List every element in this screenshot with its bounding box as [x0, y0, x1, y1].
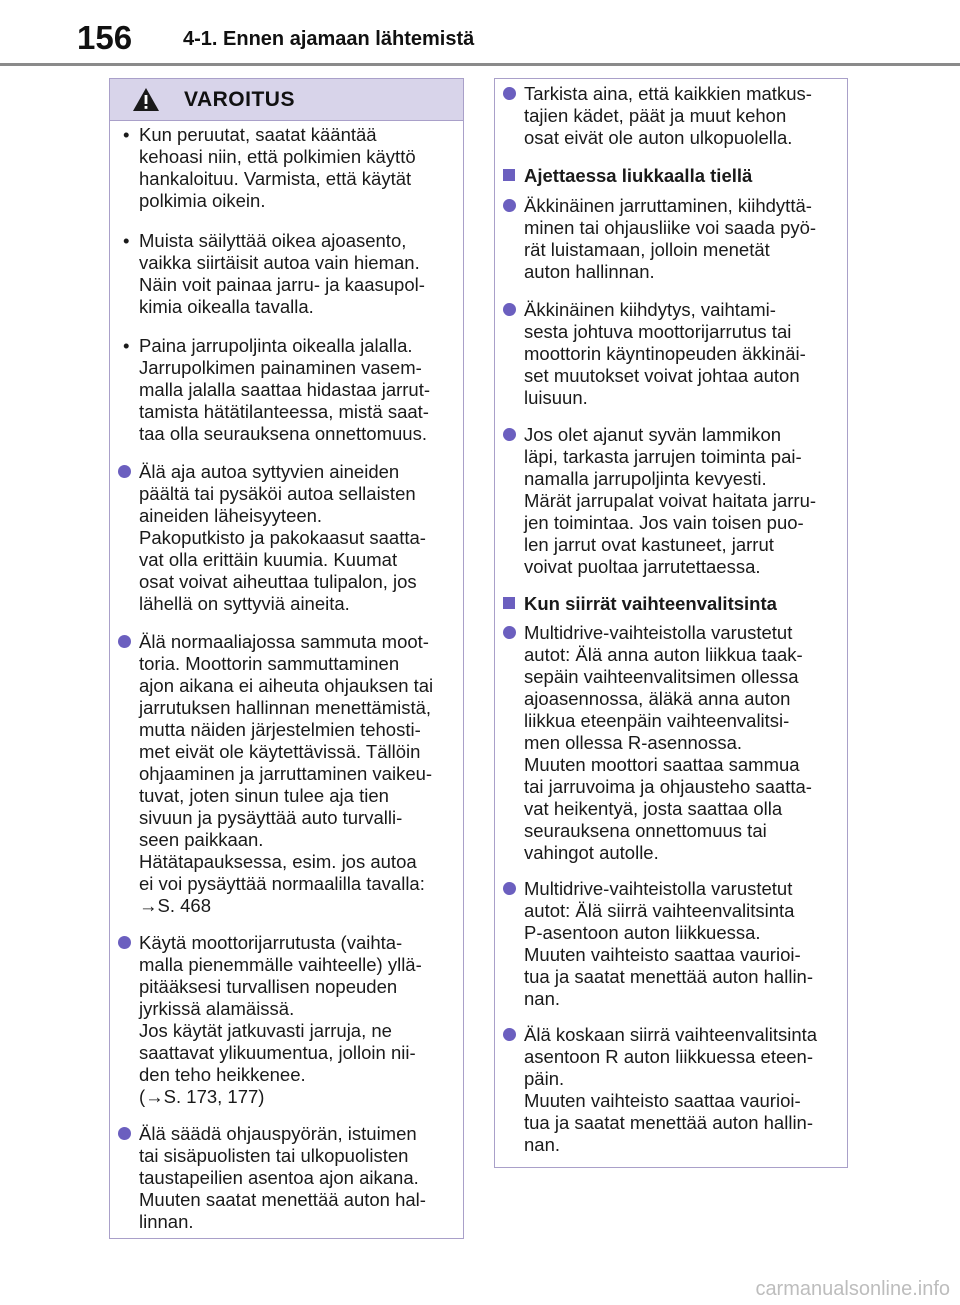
- item-text: Älä säädä ohjauspyörän, istuimen tai sisäpuolisten tai ulkopuolisten taustapeilien asentoa ajon aikana. Muuten saatat menettää auton hal- linnan.: [139, 1123, 426, 1232]
- purple-circle-bullet: [503, 83, 516, 100]
- purple-circle-bullet: [503, 195, 516, 212]
- section-title: 4-1. Ennen ajamaan lähtemistä: [183, 28, 475, 50]
- warning-header: [110, 79, 463, 121]
- purple-circle-bullet: [503, 878, 516, 895]
- bullet-dot: •: [123, 335, 130, 356]
- purple-square-bullet: [503, 593, 515, 609]
- item-text: Multidrive-vaihteistolla varustetut autot: Älä anna auton liikkua taak- sepäin vaihteenvalitsimen ollessa ajoasennossa, äläkä anna auton liikkua eteenpäin vaihteenvalitsi- men ollessa R-asennossa. Muuten moottori saattaa sammua tai jarruvoima ja ohjausteho saatta- vat heikentyä, josta saattaa olla seurauksena onnettomuus tai vahingot autolle.: [524, 622, 812, 863]
- purple-circle-bullet: [503, 622, 516, 639]
- bullet-dot: •: [123, 230, 130, 251]
- item-text: Kun peruutat, saatat kääntää kehoasi niin, että polkimien käyttö hankaloituu. Varmista, että käytät polkimia oikein.: [139, 124, 416, 211]
- purple-circle-bullet: [118, 631, 131, 648]
- warning-box: [109, 78, 464, 1239]
- purple-circle-bullet: [118, 932, 131, 949]
- purple-circle-bullet: [503, 1024, 516, 1041]
- purple-circle-bullet: [118, 1123, 131, 1140]
- item-text: Äkkinäinen jarruttaminen, kiihdyttä- minen tai ohjausliike voi saada pyö- rät luistamaan, jolloin menetät auton hallinnan.: [524, 195, 817, 282]
- watermark: carmanualsonline.info: [755, 1278, 950, 1300]
- header-rule: [0, 63, 960, 66]
- item-text: Älä koskaan siirrä vaihteenvalitsinta asentoon R auton liikkuessa eteen- päin. Muuten vaihteisto saattaa vaurioi- tua ja saatat menettää auton hallin- nan.: [524, 1024, 818, 1155]
- purple-circle-bullet: [503, 299, 516, 316]
- item-text: Paina jarrupoljinta oikealla jalalla. Jarrupolkimen painaminen vasem- malla jalalla saattaa hidastaa jarrut- tamista hätätilanteessa, mistä saat- taa olla seurauksena onnettomuus.: [139, 335, 431, 444]
- item-text: Muista säilyttää oikea ajoasento, vaikka siirtäisit autoa vain hieman. Näin voit painaa jarru- ja kaasupol- kimia oikealla tavalla.: [139, 230, 425, 317]
- item-text: Jos olet ajanut syvän lammikon läpi, tarkasta jarrujen toiminta pai- namalla jarrupoljinta kevyesti. Märät jarrupalat voivat haitata jarru- jen toimintaa. Jos vain toisen puo- len jarrut ovat kastuneet, jarrut voivat puoltaa jarrutettaessa.: [524, 424, 817, 577]
- item-text: Tarkista aina, että kaikkien matkus- tajien kädet, päät ja muut kehon osat eivät ole auton ulkopuolella.: [524, 83, 812, 148]
- item-text: Multidrive-vaihteistolla varustetut autot: Älä siirrä vaihteenvalitsinta P-asentoon auton liikkuessa. Muuten vaihteisto saattaa vaurioi- tua ja saatat menettää auton hallin- nan.: [524, 878, 813, 1009]
- warning-triangle-icon: [132, 87, 160, 112]
- item-text: Älä normaaliajossa sammuta moot- toria. Moottorin sammuttaminen ajon aikana ei aiheuta ohjauksen tai jarrutuksen hallinnan menettämistä, mutta näiden järjestelmien tehosti- met eivät ole käytettävissä. Tällöin ohjaaminen ja jarruttaminen vaikeu- tuvat, joten sinun tulee aja tien sivuun ja pysäyttää auto turvalli- seen paikkaan. Hätätapauksessa, esim. jos autoa ei voi pysäyttää normaalilla tavalla: →S. 468: [139, 631, 434, 916]
- page-number: 156: [77, 19, 133, 56]
- bullet-dot: •: [123, 124, 130, 145]
- purple-circle-bullet: [503, 424, 516, 441]
- item-text: Älä aja autoa syttyvien aineiden päältä tai pysäköi autoa sellaisten aineiden läheisyyteen. Pakoputkisto ja pakokaasut saatta- vat olla erittäin kuumia. Kuumat osat voivat aiheuttaa tulipalon, jos lähellä on syttyviä aineita.: [139, 461, 426, 614]
- item-text: Äkkinäinen kiihdytys, vaihtami- sesta johtuva moottorijarrutus tai moottorin käyntinopeuden äkkinäi- set muutokset voivat johtaa auton luisuun.: [524, 299, 806, 408]
- warning-title: VAROITUS: [184, 88, 295, 111]
- continued-warning-box: [494, 78, 848, 1168]
- purple-circle-bullet: [118, 461, 131, 478]
- item-text: Käytä moottorijarrutusta (vaihta- malla pienemmälle vaihteelle) yllä- pitääksesi turvallisen nopeuden jyrkissä alamäissä. Jos käytät jatkuvasti jarruja, ne saattavat ylikuumentua, jolloin nii- den teho heikkenee. (→S. 173, 177): [139, 932, 422, 1107]
- heading-text: Ajettaessa liukkaalla tiellä: [524, 165, 753, 186]
- purple-square-bullet: [503, 165, 515, 181]
- heading-text: Kun siirrät vaihteenvalitsinta: [524, 593, 777, 614]
